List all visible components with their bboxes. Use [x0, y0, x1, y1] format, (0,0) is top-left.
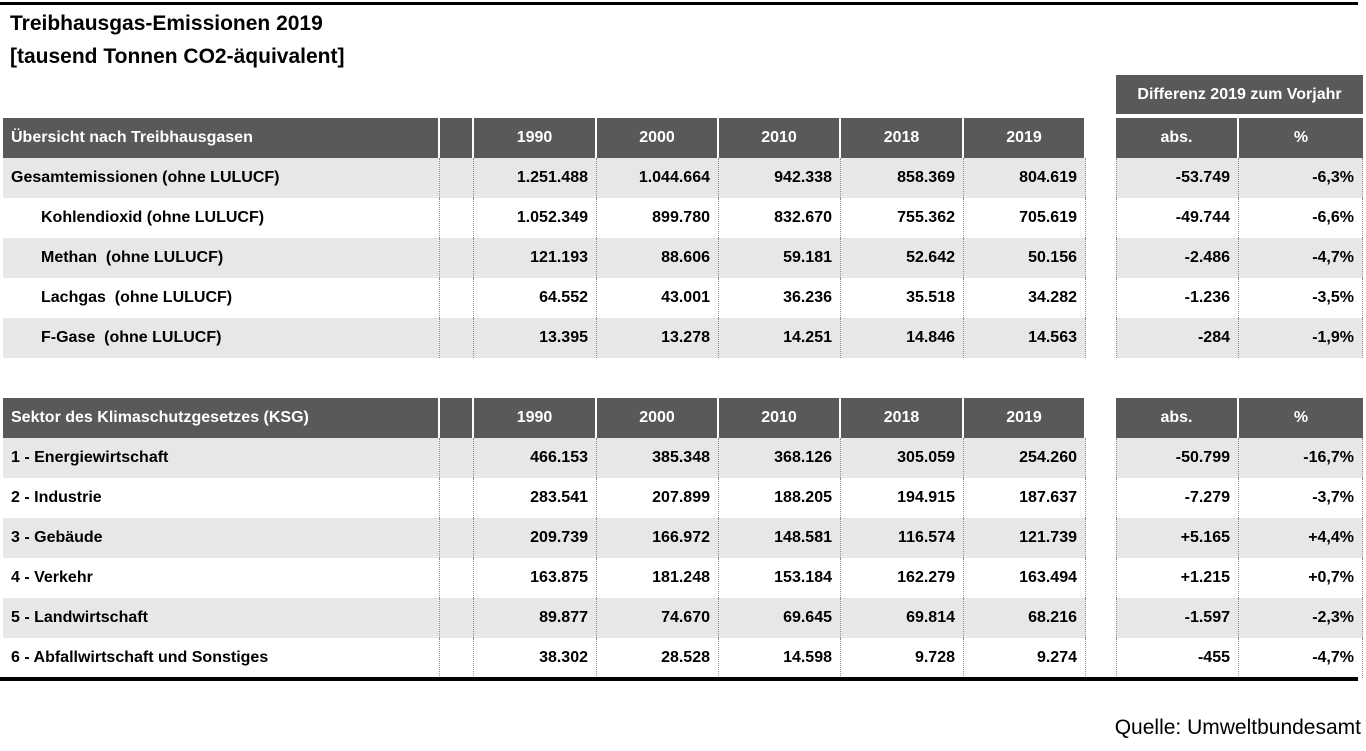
row-spacer-cell	[440, 438, 474, 478]
value-2018: 116.574	[841, 518, 964, 558]
col-header-2019: 2019	[964, 398, 1086, 438]
col-header-2000: 2000	[597, 398, 719, 438]
value-1990: 466.153	[474, 438, 597, 478]
row-gap	[1086, 638, 1116, 678]
row-label: Methan (ohne LULUCF)	[3, 238, 440, 278]
row-gap	[1086, 318, 1116, 358]
value-1990: 38.302	[474, 638, 597, 678]
value-2019: 50.156	[964, 238, 1086, 278]
diff-pct-cell: -6,3%	[1239, 158, 1363, 198]
diff-abs-cell: -1.236	[1116, 278, 1239, 318]
value-2010: 14.598	[719, 638, 841, 678]
diff-pct-cell: +4,4%	[1239, 518, 1363, 558]
table-overview-gases	[3, 118, 1363, 358]
value-2000: 43.001	[597, 278, 719, 318]
value-2019: 68.216	[964, 598, 1086, 638]
value-2000: 74.670	[597, 598, 719, 638]
section-header: Übersicht nach Treibhausgasen	[3, 118, 440, 158]
diff-abs-cell: -284	[1116, 318, 1239, 358]
row-label: 2 - Industrie	[3, 478, 440, 518]
value-2010: 188.205	[719, 478, 841, 518]
row-spacer-cell	[440, 518, 474, 558]
col-header-2010: 2010	[719, 398, 841, 438]
col-header-2019: 2019	[964, 118, 1086, 158]
diff-pct-cell: +0,7%	[1239, 558, 1363, 598]
value-2019: 254.260	[964, 438, 1086, 478]
col-header-1990: 1990	[474, 118, 597, 158]
diff-pct-cell: -4,7%	[1239, 638, 1363, 678]
value-2000: 207.899	[597, 478, 719, 518]
row-gap	[1086, 478, 1116, 518]
value-2010: 832.670	[719, 198, 841, 238]
value-2000: 899.780	[597, 198, 719, 238]
value-1990: 209.739	[474, 518, 597, 558]
col-header-pct: %	[1239, 398, 1363, 438]
value-2019: 121.739	[964, 518, 1086, 558]
row-label: F-Gase (ohne LULUCF)	[3, 318, 440, 358]
value-2010: 368.126	[719, 438, 841, 478]
value-2018: 858.369	[841, 158, 964, 198]
row-spacer-cell	[440, 278, 474, 318]
value-2018: 9.728	[841, 638, 964, 678]
value-1990: 1.052.349	[474, 198, 597, 238]
value-1990: 163.875	[474, 558, 597, 598]
value-2019: 705.619	[964, 198, 1086, 238]
value-2000: 166.972	[597, 518, 719, 558]
col-header-abs: abs.	[1116, 398, 1239, 438]
col-header-abs: abs.	[1116, 118, 1239, 158]
value-2019: 187.637	[964, 478, 1086, 518]
row-gap	[1086, 558, 1116, 598]
value-1990: 283.541	[474, 478, 597, 518]
row-spacer-cell	[440, 478, 474, 518]
value-2018: 755.362	[841, 198, 964, 238]
value-2000: 28.528	[597, 638, 719, 678]
diff-header-title: Differenz 2019 zum Vorjahr	[1116, 75, 1363, 116]
diff-abs-cell: -50.799	[1116, 438, 1239, 478]
value-2000: 1.044.664	[597, 158, 719, 198]
row-spacer-cell	[440, 598, 474, 638]
row-label: 4 - Verkehr	[3, 558, 440, 598]
value-2019: 14.563	[964, 318, 1086, 358]
diff-abs-cell: +1.215	[1116, 558, 1239, 598]
value-2000: 385.348	[597, 438, 719, 478]
value-1990: 1.251.488	[474, 158, 597, 198]
top-rule	[0, 2, 1358, 5]
header-gap	[1086, 118, 1116, 158]
value-2010: 14.251	[719, 318, 841, 358]
row-label: 6 - Abfallwirtschaft und Sonstiges	[3, 638, 440, 678]
diff-pct-cell: -16,7%	[1239, 438, 1363, 478]
value-2010: 148.581	[719, 518, 841, 558]
value-2010: 36.236	[719, 278, 841, 318]
header-gap	[1086, 398, 1116, 438]
page-title: Treibhausgas-Emissionen 2019	[10, 12, 323, 35]
bottom-rule	[0, 677, 1358, 681]
diff-abs-cell: +5.165	[1116, 518, 1239, 558]
value-1990: 89.877	[474, 598, 597, 638]
row-gap	[1086, 598, 1116, 638]
value-2019: 34.282	[964, 278, 1086, 318]
value-2018: 162.279	[841, 558, 964, 598]
row-gap	[1086, 438, 1116, 478]
row-spacer-cell	[440, 158, 474, 198]
row-label: 3 - Gebäude	[3, 518, 440, 558]
value-2010: 59.181	[719, 238, 841, 278]
row-gap	[1086, 158, 1116, 198]
value-2010: 942.338	[719, 158, 841, 198]
source-note: Quelle: Umweltbundesamt	[1114, 716, 1361, 739]
row-label: 1 - Energiewirtschaft	[3, 438, 440, 478]
row-spacer-cell	[440, 238, 474, 278]
col-header-2018: 2018	[841, 118, 964, 158]
diff-abs-cell: -53.749	[1116, 158, 1239, 198]
value-2000: 181.248	[597, 558, 719, 598]
value-2000: 13.278	[597, 318, 719, 358]
diff-abs-cell: -455	[1116, 638, 1239, 678]
col-header-1990: 1990	[474, 398, 597, 438]
value-2018: 35.518	[841, 278, 964, 318]
row-spacer-cell	[440, 558, 474, 598]
diff-abs-cell: -1.597	[1116, 598, 1239, 638]
row-label: Gesamtemissionen (ohne LULUCF)	[3, 158, 440, 198]
value-1990: 121.193	[474, 238, 597, 278]
value-2019: 9.274	[964, 638, 1086, 678]
row-gap	[1086, 278, 1116, 318]
row-label: Lachgas (ohne LULUCF)	[3, 278, 440, 318]
value-2010: 153.184	[719, 558, 841, 598]
value-2018: 194.915	[841, 478, 964, 518]
value-1990: 13.395	[474, 318, 597, 358]
value-2018: 52.642	[841, 238, 964, 278]
value-2019: 804.619	[964, 158, 1086, 198]
row-gap	[1086, 238, 1116, 278]
diff-pct-cell: -6,6%	[1239, 198, 1363, 238]
col-header-2000: 2000	[597, 118, 719, 158]
diff-pct-cell: -3,7%	[1239, 478, 1363, 518]
diff-abs-cell: -7.279	[1116, 478, 1239, 518]
value-2018: 14.846	[841, 318, 964, 358]
col-header-pct: %	[1239, 118, 1363, 158]
row-gap	[1086, 518, 1116, 558]
col-header-spacer	[440, 398, 474, 438]
row-label: 5 - Landwirtschaft	[3, 598, 440, 638]
value-1990: 64.552	[474, 278, 597, 318]
page-subtitle: [tausend Tonnen CO2-äquivalent]	[10, 45, 345, 68]
diff-pct-cell: -4,7%	[1239, 238, 1363, 278]
diff-abs-cell: -49.744	[1116, 198, 1239, 238]
section-header: Sektor des Klimaschutzgesetzes (KSG)	[3, 398, 440, 438]
table-ksg-sectors	[3, 398, 1363, 678]
col-header-2010: 2010	[719, 118, 841, 158]
diff-pct-cell: -3,5%	[1239, 278, 1363, 318]
diff-abs-cell: -2.486	[1116, 238, 1239, 278]
col-header-2018: 2018	[841, 398, 964, 438]
value-2018: 69.814	[841, 598, 964, 638]
value-2010: 69.645	[719, 598, 841, 638]
row-spacer-cell	[440, 318, 474, 358]
col-header-spacer	[440, 118, 474, 158]
value-2018: 305.059	[841, 438, 964, 478]
diff-pct-cell: -1,9%	[1239, 318, 1363, 358]
row-spacer-cell	[440, 638, 474, 678]
value-2019: 163.494	[964, 558, 1086, 598]
value-2000: 88.606	[597, 238, 719, 278]
row-gap	[1086, 198, 1116, 238]
row-spacer-cell	[440, 198, 474, 238]
row-label: Kohlendioxid (ohne LULUCF)	[3, 198, 440, 238]
diff-pct-cell: -2,3%	[1239, 598, 1363, 638]
